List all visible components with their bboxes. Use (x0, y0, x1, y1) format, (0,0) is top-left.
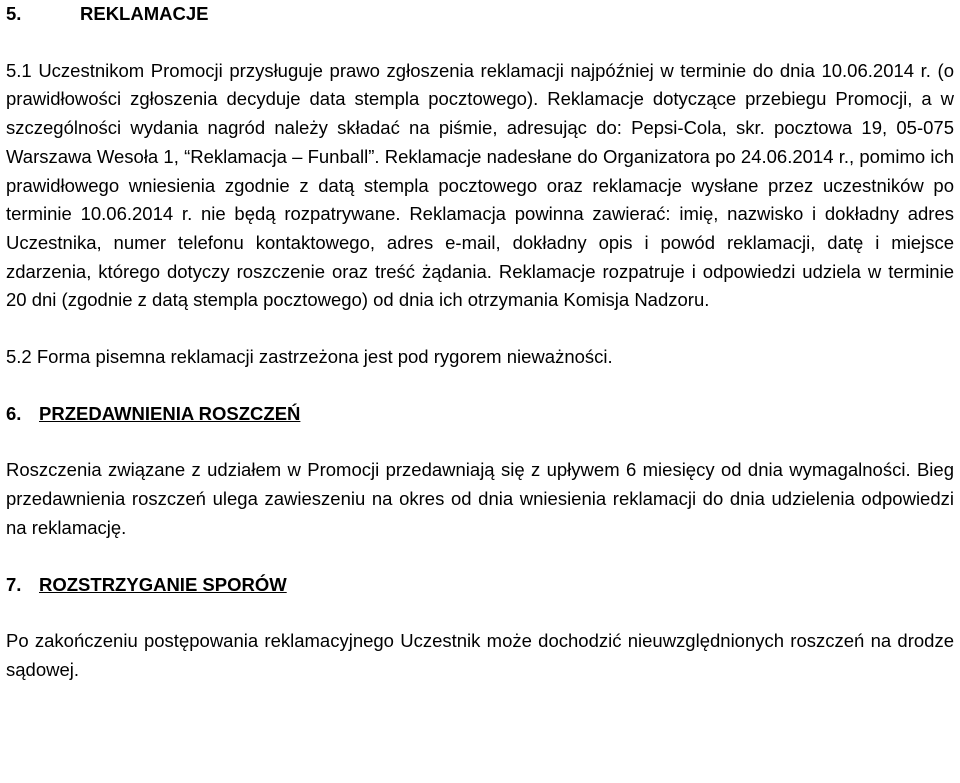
spacer (6, 315, 954, 343)
section-6-paragraph: Roszczenia związane z udziałem w Promocji przedawniają się z upływem 6 miesięcy od dnia wymagalności. Bieg przedawnienia roszczeń ulega zawieszeniu na okres od dnia wniesienia reklamacji do dnia udzielenia odpowiedzi na reklamację. (6, 459, 954, 538)
section-5-1-paragraph: 5.1 Uczestnikom Promocji przysługuje prawo zgłoszenia reklamacji najpóźniej w terminie do dnia 10.06.2014 r. (o prawidłowości zgłoszenia decyduje data stempla pocztowego). Reklamacje dotyczące przebiegu Promocji, a w szczególności wydania nagród należy składać na piśmie, adresując do: Pepsi-Cola, skr. pocztowa 19, 05-075 Warszawa Wesoła 1, “Reklamacja – Funball”. Reklamacje nadesłane do Organizatora po 24.06.2014 r., pomimo ich prawidłowego wniesienia zgodnie z datą stempla pocztowego oraz reklamacje wysłane przez uczestników po terminie 10.06.2014 r. nie będą rozpatrywane. Reklamacja powinna zawierać: imię, nazwisko i dokładny adres Uczestnika, numer telefonu kontaktowego, adres e-mail, dokładny opis i powód reklamacji, datę i miejsce zdarzenia, którego dotyczy roszczenie oraz treść żądania. Reklamacje rozpatruje i odpowiedzi udziela w terminie 20 dni (zgodnie z datą stempla pocztowego) od dnia ich otrzymania Komisja Nadzoru. (6, 59, 954, 311)
section-6-heading (6, 400, 954, 429)
section-5-2-paragraph: 5.2 Forma pisemna reklamacji zastrzeżona jest pod rygorem nieważności. (6, 346, 613, 368)
section-6-number: 6. (6, 402, 22, 424)
spacer (6, 29, 954, 57)
section-7-paragraph: Po zakończeniu postępowania reklamacyjnego Uczestnik może dochodzić nieuwzględnionych roszczeń na drodze sądowej. (6, 630, 954, 680)
section-5-number: 5. (6, 3, 22, 24)
section-7-title: ROZSTRZYGANIE SPORÓW (39, 573, 287, 595)
spacer (6, 372, 954, 400)
section-5-title: REKLAMACJE (80, 3, 209, 24)
section-6-title: PRZEDAWNIENIA ROSZCZEŃ (39, 402, 301, 424)
section-7-heading (6, 571, 954, 600)
spacer (6, 428, 954, 456)
section-7-number: 7. (6, 573, 22, 595)
section-5-heading (6, 0, 954, 29)
document-page (6, 0, 954, 685)
spacer (6, 543, 954, 571)
spacer (6, 599, 954, 627)
